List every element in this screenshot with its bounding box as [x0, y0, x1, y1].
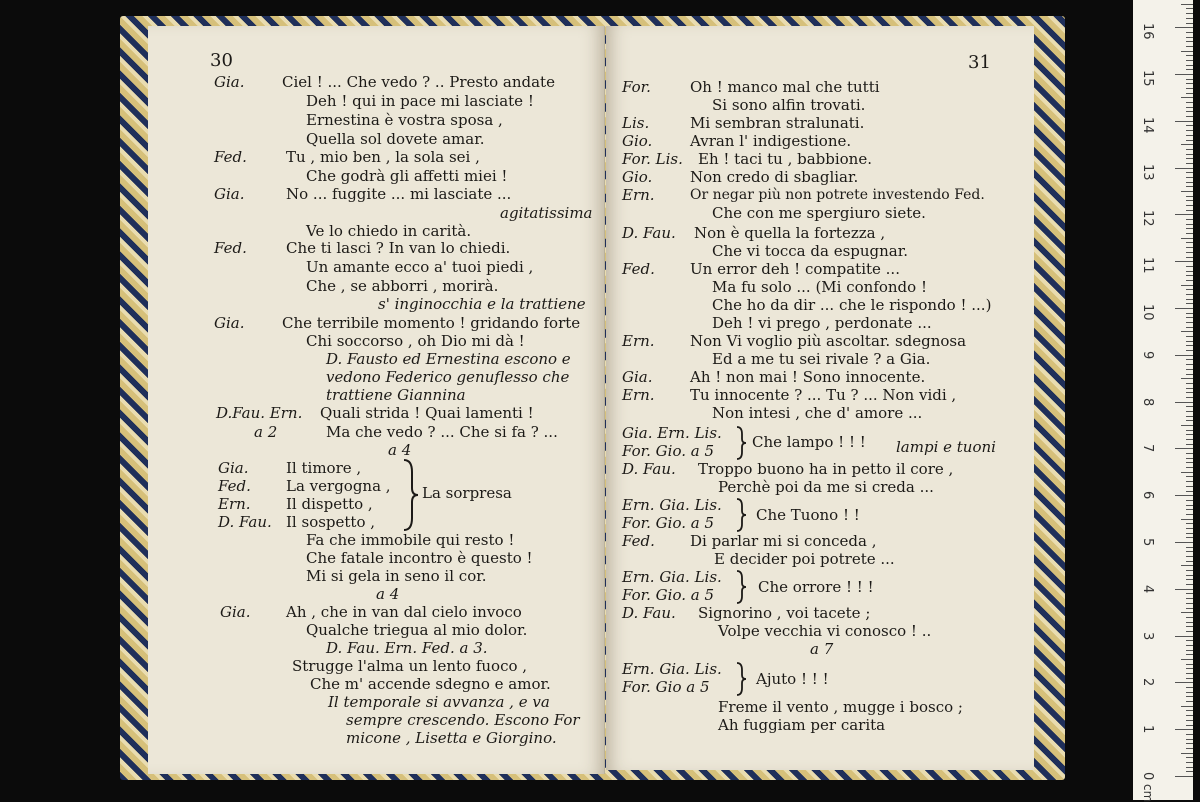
- speaker: Lis.: [622, 114, 650, 132]
- right-page: [606, 26, 1034, 770]
- ruler-tick: [1186, 359, 1193, 360]
- ruler-tick: [1186, 579, 1193, 580]
- verse-line: Che godrà gli affetti miei !: [306, 167, 508, 185]
- speaker: D. Fau.: [622, 604, 676, 622]
- ruler-tick: [1186, 242, 1193, 243]
- ruler-tick: [1186, 364, 1193, 365]
- ruler-tick: [1186, 149, 1193, 150]
- ruler-tick: [1186, 383, 1193, 384]
- ruler-tick: [1186, 271, 1193, 272]
- verse-line: Mi si gela in seno il cor.: [306, 567, 487, 585]
- ruler-tick: [1181, 4, 1193, 5]
- brace-icon: [734, 662, 748, 696]
- verse-line: Ah fuggiam per carita: [718, 716, 886, 734]
- ruler-tick: [1186, 46, 1193, 47]
- ruler-tick: [1181, 472, 1193, 473]
- ruler-tick: [1186, 111, 1193, 112]
- verse-line: Oh ! manco mal che tutti: [690, 78, 880, 96]
- ruler-label: 6: [1140, 491, 1155, 500]
- ruler-tick: [1186, 130, 1193, 131]
- speaker: Gia. Ern. Lis.: [622, 424, 722, 442]
- ruler-tick: [1186, 135, 1193, 136]
- verse-line: Quali strida ! Quai lamenti !: [320, 404, 534, 422]
- ruler-tick: [1175, 495, 1193, 496]
- left-page: [148, 26, 605, 774]
- ruler-tick: [1186, 434, 1193, 435]
- ruler-tick: [1186, 205, 1193, 206]
- ruler-tick: [1186, 696, 1193, 697]
- ruler-tick: [1186, 345, 1193, 346]
- ruler-label: 9: [1140, 350, 1155, 360]
- ruler-tick: [1175, 168, 1193, 169]
- ruler-tick: [1186, 60, 1193, 61]
- ruler-label: 12: [1140, 210, 1155, 227]
- ruler-tick: [1186, 664, 1193, 665]
- ruler-tick: [1186, 720, 1193, 721]
- ruler-tick: [1186, 23, 1193, 24]
- ruler-tick: [1186, 533, 1193, 534]
- stage-direction: sempre crescendo. Escono For: [346, 711, 580, 729]
- stage-direction: Il temporale si avvanza , e va: [328, 693, 550, 711]
- ruler-tick: [1186, 182, 1193, 183]
- ruler-tick: [1186, 275, 1193, 276]
- ruler-tick: [1186, 224, 1193, 225]
- speaker: Gia.: [220, 603, 251, 621]
- ruler-tick: [1186, 55, 1193, 56]
- ruler-tick: [1175, 74, 1193, 75]
- verse-line: Perchè poi da me si creda ...: [718, 478, 934, 496]
- verse-line: Non credo di sbagliar.: [690, 168, 859, 186]
- speaker: Fed.: [622, 532, 655, 550]
- brace-icon: [400, 458, 420, 532]
- verse-line: Che ti lasci ? In van lo chiedi.: [286, 239, 511, 257]
- speaker: For. Gio a 5: [622, 678, 710, 696]
- ensemble-marker: a 7: [810, 640, 834, 658]
- ruler-tick: [1186, 673, 1193, 674]
- ruler-tick: [1186, 537, 1193, 538]
- ruler-tick: [1186, 640, 1193, 641]
- verse-line: Eh ! taci tu , babbione.: [698, 150, 872, 168]
- speaker: Gio.: [622, 168, 653, 186]
- verse-line: Che orrore ! ! !: [758, 578, 874, 596]
- ruler-label: 16: [1140, 23, 1155, 40]
- speaker: D. Fau.: [622, 460, 676, 478]
- ruler-tick: [1186, 257, 1193, 258]
- verse-line: Volpe vecchia vi conosco ! ..: [718, 622, 932, 640]
- speaker: Ern.: [218, 495, 251, 513]
- ruler-label: 5: [1140, 538, 1155, 547]
- ruler-tick: [1186, 416, 1193, 417]
- speaker: Ern.: [622, 386, 655, 404]
- ruler-tick: [1181, 191, 1193, 192]
- ruler-tick: [1181, 144, 1193, 145]
- verse-line: Ed a me tu sei rivale ? a Gia.: [712, 350, 931, 368]
- speaker: Fed.: [622, 260, 655, 278]
- stage-direction: vedono Federico genuflesso che: [326, 368, 570, 386]
- brace-icon: [734, 570, 748, 604]
- ruler-tick: [1181, 331, 1193, 332]
- ruler-tick: [1175, 682, 1193, 683]
- speaker: Fed.: [214, 148, 247, 166]
- ruler-tick: [1186, 476, 1193, 477]
- ruler-tick: [1186, 186, 1193, 187]
- ruler-tick: [1186, 177, 1193, 178]
- speaker: For. Lis.: [622, 150, 683, 168]
- ruler-tick: [1186, 687, 1193, 688]
- ruler-tick: [1181, 238, 1193, 239]
- ruler-tick: [1186, 650, 1193, 651]
- ruler-tick: [1175, 589, 1193, 590]
- ruler-tick: [1186, 458, 1193, 459]
- ruler-label: 7: [1140, 444, 1155, 453]
- ruler-tick: [1186, 491, 1193, 492]
- ruler-tick: [1186, 556, 1193, 557]
- ruler-tick: [1181, 659, 1193, 660]
- verse-line: Signorino , voi tacete ;: [698, 604, 871, 622]
- ruler-tick: [1186, 631, 1193, 632]
- verse-line: Il timore ,: [286, 459, 362, 477]
- speaker: Fed.: [218, 477, 251, 495]
- verse-line: Or negar più non potrete investendo Fed.: [690, 187, 985, 203]
- ruler-tick: [1186, 317, 1193, 318]
- verse-line: Di parlar mi si conceda ,: [690, 532, 877, 550]
- speaker: Gia.: [214, 73, 245, 91]
- ruler-tick: [1186, 509, 1193, 510]
- speaker: Fed.: [214, 239, 247, 257]
- ruler-tick: [1186, 18, 1193, 19]
- ruler-label: 3: [1140, 631, 1155, 640]
- verse-line: Che vi tocca da espugnar.: [712, 242, 909, 260]
- ruler-tick: [1186, 406, 1193, 407]
- ruler-tick: [1186, 570, 1193, 571]
- ruler-tick: [1186, 743, 1193, 744]
- ruler-tick: [1186, 41, 1193, 42]
- ruler-tick: [1175, 308, 1193, 309]
- ruler-tick: [1186, 603, 1193, 604]
- ruler-tick: [1186, 219, 1193, 220]
- verse-line: Qualche triegua al mio dolor.: [306, 621, 528, 639]
- ruler-tick: [1186, 767, 1193, 768]
- ruler-tick: [1186, 200, 1193, 201]
- verse-line: No ... fuggite ... mi lasciate ...: [286, 185, 512, 203]
- speaker: a 2: [254, 423, 278, 441]
- ruler-tick: [1186, 341, 1193, 342]
- verse-line: Ah , che in van dal cielo invoco: [286, 603, 522, 621]
- verse-line: Che , se abborri , morirà.: [306, 277, 499, 295]
- ruler-tick: [1186, 420, 1193, 421]
- ruler-tick: [1186, 444, 1193, 445]
- ruler-tick: [1186, 125, 1193, 126]
- ruler-tick: [1186, 547, 1193, 548]
- ruler-tick: [1186, 69, 1193, 70]
- ruler-tick: [1186, 505, 1193, 506]
- ruler-tick: [1186, 701, 1193, 702]
- ruler-tick: [1186, 37, 1193, 38]
- ruler-tick: [1186, 668, 1193, 669]
- ruler-tick: [1186, 654, 1193, 655]
- ruler-tick: [1175, 776, 1193, 777]
- ruler-tick: [1186, 514, 1193, 515]
- verse-line: Non Vi voglio più ascoltar. sdegnosa: [690, 332, 967, 350]
- ruler-tick: [1175, 27, 1193, 28]
- ruler-tick: [1186, 462, 1193, 463]
- ruler-label: 10: [1140, 304, 1155, 321]
- ensemble-marker: a 4: [376, 585, 400, 603]
- ruler-tick: [1186, 626, 1193, 627]
- ruler-tick: [1175, 214, 1193, 215]
- ruler-tick: [1186, 140, 1193, 141]
- ruler-tick: [1186, 299, 1193, 300]
- stage-direction: lampi e tuoni: [896, 438, 996, 456]
- ensemble-marker: D. Fau. Ern. Fed. a 3.: [326, 639, 488, 657]
- ruler-tick: [1175, 261, 1193, 262]
- ruler-tick: [1186, 584, 1193, 585]
- ruler-tick: [1186, 210, 1193, 211]
- ruler-label: 14: [1140, 116, 1155, 134]
- verse-line: La sorpresa: [422, 484, 512, 502]
- ruler-label: 0: [1140, 772, 1155, 781]
- ruler-tick: [1186, 158, 1193, 159]
- ruler-tick: [1186, 411, 1193, 412]
- ruler-label: 11: [1140, 257, 1155, 274]
- ruler-tick: [1175, 448, 1193, 449]
- ruler-tick: [1186, 771, 1193, 772]
- verse-line: Che fatale incontro è questo !: [306, 549, 533, 567]
- ruler-tick: [1186, 528, 1193, 529]
- speaker: Ern.: [622, 332, 655, 350]
- ruler-tick: [1186, 575, 1193, 576]
- ruler-tick: [1186, 388, 1193, 389]
- speaker: Ern. Gia. Lis.: [622, 496, 722, 514]
- ruler-tick: [1186, 725, 1193, 726]
- ruler-tick: [1186, 608, 1193, 609]
- ruler-tick: [1186, 397, 1193, 398]
- ruler-tick: [1186, 622, 1193, 623]
- ruler-tick: [1186, 172, 1193, 173]
- verse-line: Fa che immobile qui resto !: [306, 531, 515, 549]
- verse-line: Il dispetto ,: [286, 495, 373, 513]
- ruler-tick: [1186, 551, 1193, 552]
- verse-line: Che con me spergiuro siete.: [712, 204, 926, 222]
- speaker: Gia.: [214, 185, 245, 203]
- speaker: For.: [622, 78, 651, 96]
- speaker: D.Fau. Ern.: [216, 404, 303, 422]
- verse-line: Ah ! non mai ! Sono innocente.: [690, 368, 926, 386]
- ruler-tick: [1186, 710, 1193, 711]
- ruler-tick: [1186, 392, 1193, 393]
- ruler-tick: [1175, 636, 1193, 637]
- ruler-tick: [1186, 739, 1193, 740]
- verse-line: Che ho da dir ... che le rispondo ! ...): [712, 296, 992, 314]
- verse-line: Tu innocente ? ... Tu ? ... Non vidi ,: [690, 386, 957, 404]
- ruler-tick: [1181, 612, 1193, 613]
- ruler-tick: [1186, 369, 1193, 370]
- brace-icon: [734, 498, 748, 532]
- ruler-tick: [1186, 430, 1193, 431]
- ruler-tick: [1186, 196, 1193, 197]
- measuring-ruler: [1133, 0, 1193, 800]
- verse-line: Freme il vento , mugge i bosco ;: [718, 698, 963, 716]
- verse-line: Mi sembran stralunati.: [690, 114, 865, 132]
- ruler-tick: [1186, 116, 1193, 117]
- ruler-tick: [1175, 402, 1193, 403]
- ruler-tick: [1186, 336, 1193, 337]
- ruler-label: 1: [1140, 725, 1155, 734]
- ruler-tick: [1186, 374, 1193, 375]
- speaker: Gia.: [214, 314, 245, 332]
- ruler-tick: [1186, 313, 1193, 314]
- ruler-tick: [1186, 715, 1193, 716]
- ruler-tick: [1186, 486, 1193, 487]
- ruler-tick: [1186, 247, 1193, 248]
- verse-line: Ernestina è vostra sposa ,: [306, 111, 503, 129]
- ruler-tick: [1186, 678, 1193, 679]
- ruler-tick: [1186, 266, 1193, 267]
- ruler-label: 13: [1140, 163, 1155, 181]
- ruler-tick: [1181, 425, 1193, 426]
- verse-line: Chi soccorso , oh Dio mi dà !: [306, 332, 525, 350]
- ruler-tick: [1186, 13, 1193, 14]
- ruler-label: 2: [1140, 678, 1155, 687]
- ruler-tick: [1186, 154, 1193, 155]
- speaker: D. Fau.: [218, 513, 272, 531]
- ruler-label: 15: [1140, 70, 1155, 87]
- ruler-tick: [1186, 598, 1193, 599]
- ruler-tick: [1186, 294, 1193, 295]
- verse-line: Quella sol dovete amar.: [306, 130, 485, 148]
- ruler-tick: [1186, 163, 1193, 164]
- verse-line: Si sono alfin trovati.: [712, 96, 866, 114]
- stage-direction: s' inginocchia e la trattiene: [378, 295, 586, 313]
- ruler-tick: [1186, 65, 1193, 66]
- ruler-tick: [1186, 645, 1193, 646]
- ruler-tick: [1186, 327, 1193, 328]
- ruler-tick: [1186, 467, 1193, 468]
- ruler-tick: [1186, 93, 1193, 94]
- verse-line: Un error deh ! compatite ...: [690, 260, 900, 278]
- verse-line: Che Tuono ! !: [756, 506, 860, 524]
- verse-line: Troppo buono ha in petto il core ,: [698, 460, 954, 478]
- verse-line: Il sospetto ,: [286, 513, 376, 531]
- ruler-tick: [1186, 8, 1193, 9]
- ruler-tick: [1186, 692, 1193, 693]
- speaker: Ern. Gia. Lis.: [622, 660, 722, 678]
- ruler-tick: [1186, 107, 1193, 108]
- ruler-tick: [1186, 439, 1193, 440]
- ruler-label: 4: [1140, 584, 1155, 594]
- ruler-tick: [1186, 252, 1193, 253]
- verse-line: E decider poi potrete ...: [714, 550, 895, 568]
- ruler-tick: [1186, 350, 1193, 351]
- ruler-tick: [1186, 757, 1193, 758]
- ruler-tick: [1186, 617, 1193, 618]
- ruler-tick: [1181, 519, 1193, 520]
- verse-line: Tu , mio ben , la sola sei ,: [286, 148, 480, 166]
- ruler-tick: [1175, 542, 1193, 543]
- ruler-tick: [1186, 734, 1193, 735]
- ruler-tick: [1186, 303, 1193, 304]
- speaker: Ern. Gia. Lis.: [622, 568, 722, 586]
- ruler-tick: [1186, 83, 1193, 84]
- ruler-tick: [1186, 102, 1193, 103]
- verse-line: Deh ! vi prego , perdonate ...: [712, 314, 932, 332]
- speaker: For. Gio. a 5: [622, 586, 715, 604]
- speaker: Gia.: [218, 459, 249, 477]
- ruler-tick: [1181, 285, 1193, 286]
- verse-line: Un amante ecco a' tuoi piedi ,: [306, 258, 534, 276]
- ruler-tick: [1186, 453, 1193, 454]
- ruler-tick: [1181, 706, 1193, 707]
- ruler-tick: [1186, 500, 1193, 501]
- verse-line: Ma fu solo ... (Mi confondo !: [712, 278, 927, 296]
- ruler-tick: [1186, 523, 1193, 524]
- ruler-tick: [1186, 280, 1193, 281]
- ruler-tick: [1181, 97, 1193, 98]
- verse-line: Che terribile momento ! gridando forte: [282, 314, 581, 332]
- ruler-tick: [1186, 233, 1193, 234]
- ruler-tick: [1181, 565, 1193, 566]
- verse-line: Strugge l'alma un lento fuoco ,: [292, 657, 528, 675]
- verse-line: Deh ! qui in pace mi lasciate !: [306, 92, 534, 110]
- verse-line: La vergogna ,: [286, 477, 391, 495]
- ruler-label: 8: [1140, 397, 1155, 406]
- ruler-tick: [1186, 762, 1193, 763]
- speaker: Gia.: [622, 368, 653, 386]
- ruler-tick: [1181, 378, 1193, 379]
- ruler-tick: [1186, 228, 1193, 229]
- ruler-tick: [1186, 561, 1193, 562]
- ruler-tick: [1181, 753, 1193, 754]
- ensemble-marker: a 4: [388, 441, 412, 459]
- page-number: 31: [968, 52, 991, 73]
- ruler-tick: [1175, 121, 1193, 122]
- speaker: D. Fau.: [622, 224, 676, 242]
- speaker: Gio.: [622, 132, 653, 150]
- ruler-tick: [1186, 79, 1193, 80]
- ruler-tick: [1186, 322, 1193, 323]
- stage-direction: micone , Lisetta e Giorgino.: [346, 729, 557, 747]
- ruler-tick: [1186, 88, 1193, 89]
- ruler-tick: [1175, 355, 1193, 356]
- verse-line: Avran l' indigestione.: [690, 132, 852, 150]
- page-number: 30: [210, 50, 233, 71]
- ruler-tick: [1186, 32, 1193, 33]
- ruler-tick: [1186, 748, 1193, 749]
- ruler-tick: [1175, 729, 1193, 730]
- verse-line: Che lampo ! ! !: [752, 433, 866, 451]
- verse-line: Non è quella la fortezza ,: [694, 224, 886, 242]
- ruler-tick: [1181, 51, 1193, 52]
- ruler-tick: [1186, 593, 1193, 594]
- verse-line: Ajuto ! ! !: [756, 670, 829, 688]
- stage-direction: trattiene Giannina: [326, 386, 466, 404]
- verse-line: Non intesi , che d' amore ...: [712, 404, 923, 422]
- verse-line: Ma che vedo ? ... Che si fa ? ...: [326, 423, 558, 441]
- verse-line: Ve lo chiedo in carità.: [306, 222, 472, 240]
- stage-direction: agitatissima: [500, 204, 593, 222]
- verse-line: Ciel ! ... Che vedo ? .. Presto andate: [282, 73, 555, 91]
- speaker: Ern.: [622, 186, 655, 204]
- ruler-unit: cm: [1141, 784, 1155, 802]
- ruler-tick: [1186, 289, 1193, 290]
- verse-line: Che m' accende sdegno e amor.: [310, 675, 551, 693]
- ruler-tick: [1186, 481, 1193, 482]
- brace-icon: [734, 426, 748, 460]
- speaker: For. Gio. a 5: [622, 442, 715, 460]
- stage-direction: D. Fausto ed Ernestina escono e: [326, 350, 571, 368]
- speaker: For. Gio. a 5: [622, 514, 715, 532]
